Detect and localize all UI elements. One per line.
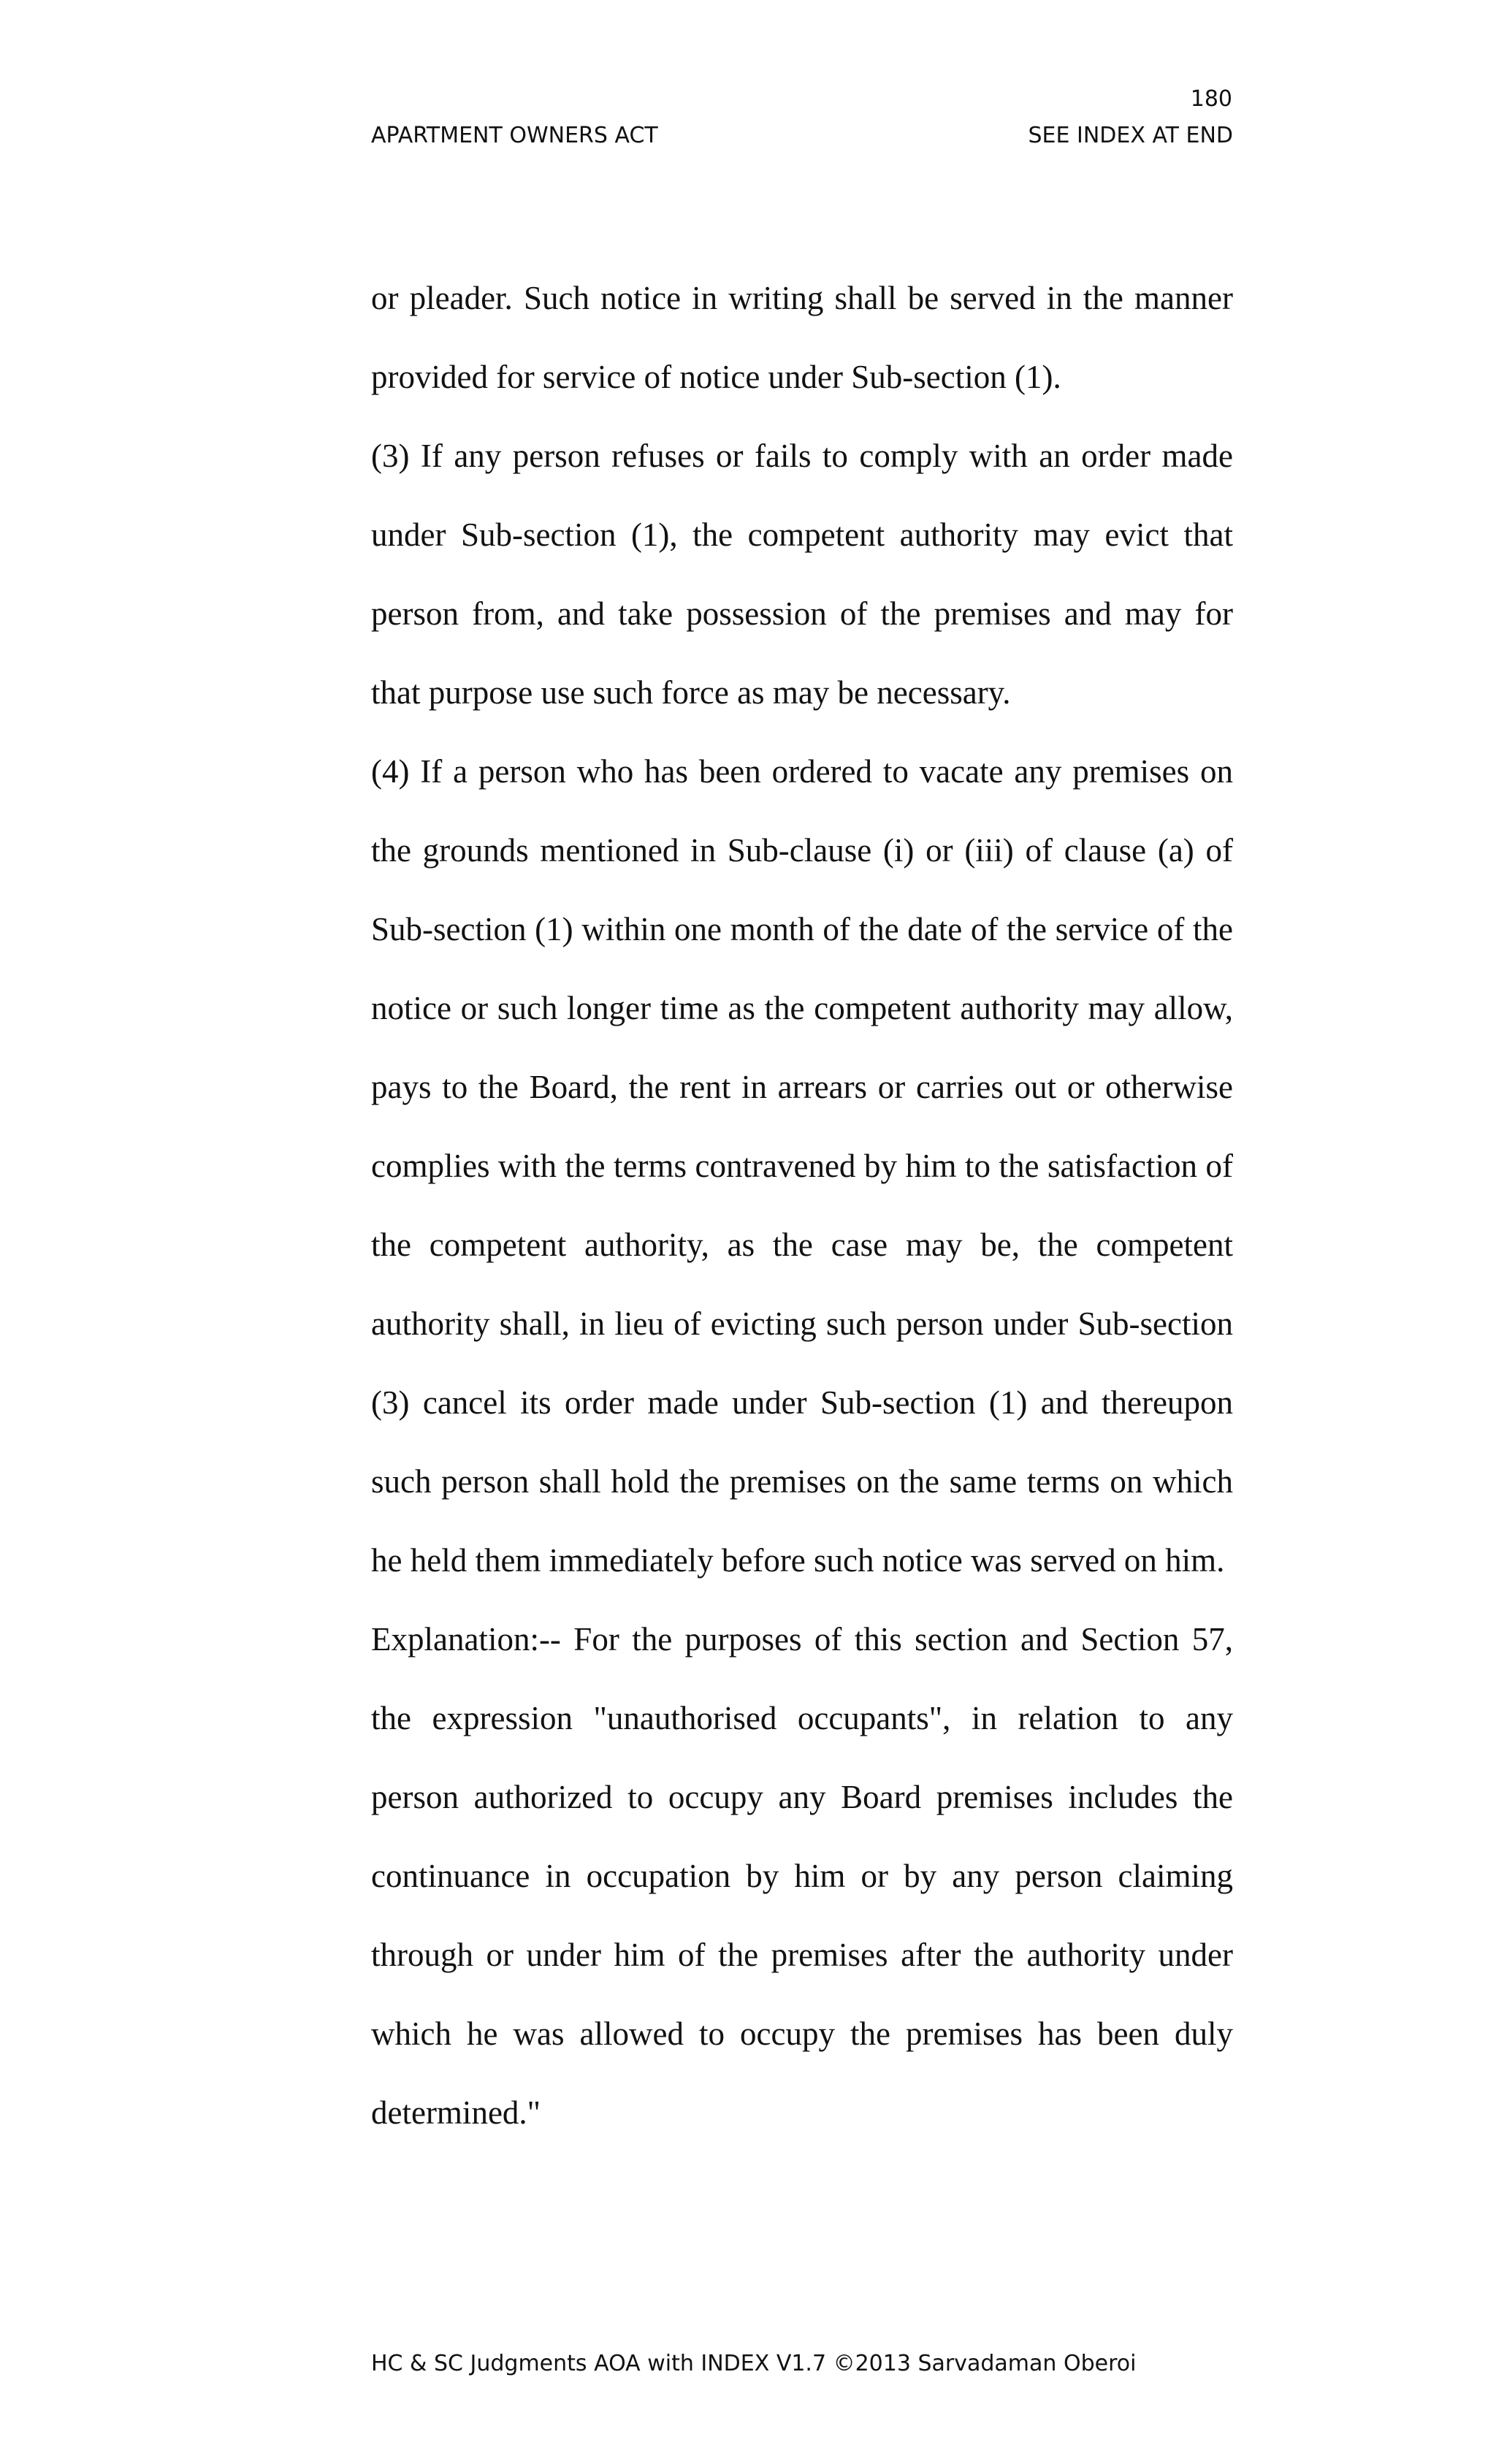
- header-title: APARTMENT OWNERS ACT: [371, 123, 658, 148]
- page-footer: HC & SC Judgments AOA with INDEX V1.7 ©2013 Sarvadaman Oberoi: [371, 2351, 1137, 2376]
- paragraph-pleader-notice: or pleader. Such notice in writing shall be served in the manner provided for service of notice under Sub-section (1).: [371, 280, 1233, 395]
- paragraph-explanation: Explanation:-- For the purposes of this section and Section 57, the expression "unauthorised occupants", in relation to any person authorized to occupy any Board premises includes the continuance in occupation by him or by any person claiming through or under him of the premises after the authority under which he was allowed to occupy the premises has been duly determined.": [371, 1621, 1233, 2131]
- header-index-note: SEE INDEX AT END: [1028, 123, 1233, 148]
- paragraph-subsection-3: (3) If any person refuses or fails to comply with an order made under Sub-section (1), the competent authority may evict that person from, and take possession of the premises and may for that purpose use such force as may be necessary.: [371, 438, 1233, 711]
- page-header: [371, 121, 1233, 150]
- page-number: 180: [1190, 86, 1232, 112]
- document-body: [371, 259, 1233, 2152]
- paragraph-subsection-4: (4) If a person who has been ordered to vacate any premises on the grounds mentioned in Sub-clause (i) or (iii) of clause (a) of Sub-section (1) within one month of the date of the service of the notice or such longer time as the competent authority may allow, pays to the Board, the rent in arrears or carries out or otherwise complies with the terms contravened by him to the satisfaction of the competent authority, as the case may be, the competent authority shall, in lieu of evicting such person under Sub-section (3) cancel its order made under Sub-section (1) and thereupon such person shall hold the premises on the same terms on which he held them immediately before such notice was served on him.: [371, 753, 1233, 1579]
